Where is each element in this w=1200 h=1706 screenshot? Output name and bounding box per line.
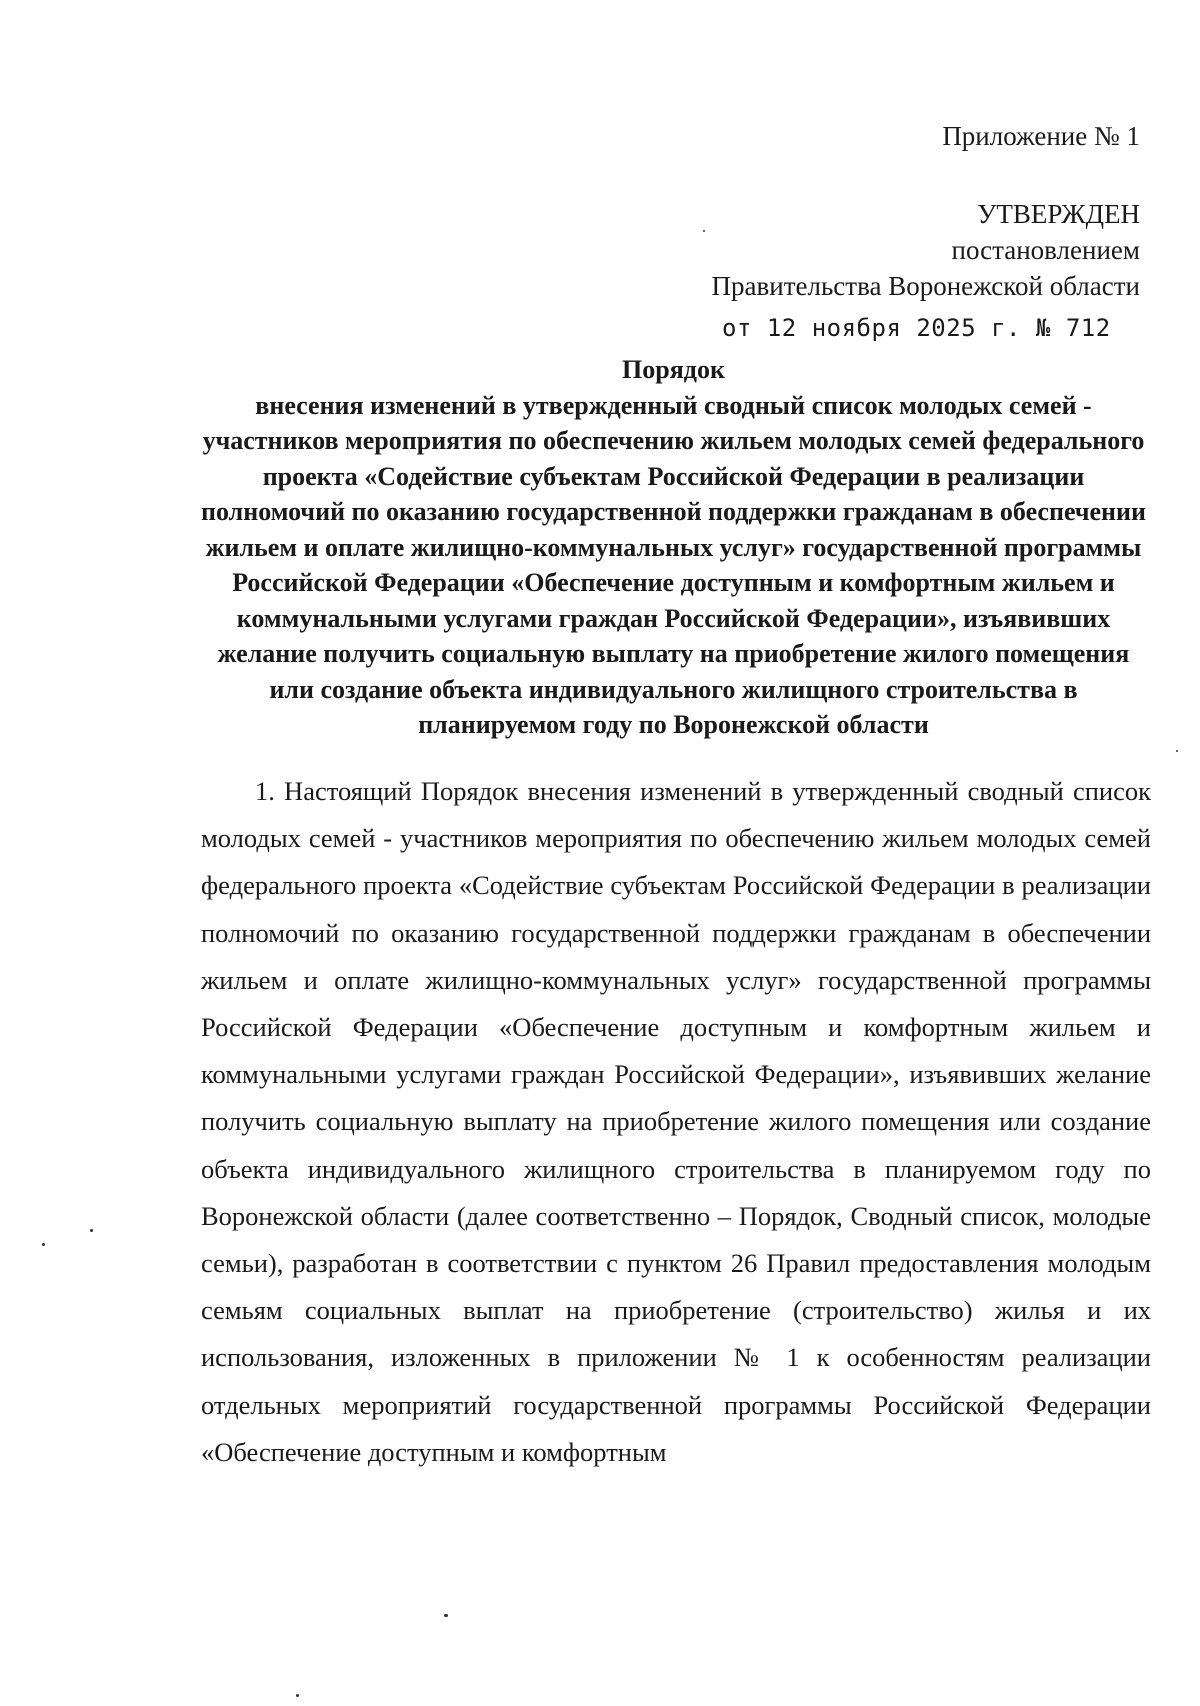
paragraph-1: 1. Настоящий Порядок внесения изменений в утвержденный сводный список молодых семей - участников мероприятия по обеспечению жильем молодых семей федерального проекта «Содействие субъектам Российской Федерации в реализации полномочий по оказанию государственной поддержки гражданам в обеспечении жильем и оплате жилищно-коммунальных услуг» государственной программы Российской Федерации «Обеспечение доступным и комфортным жильем и коммунальными услугами граждан Российской Федерации», изъявивших желание получить социальную выплату на приобретение жилого помещения или создание объекта индивидуального жилищного строительства в планируемом году по Воронежской области (далее соответственно – Порядок, Сводный список, молодые семьи), разработан в соответствии с пунктом 26 Правил предоставления молодым семьям социальных выплат на приобретение (строительство) жилья и их использования, изложенных в приложении № 1 к особенностям реализации отдельных мероприятий государственной программы Российской Федерации «Обеспечение доступным и комфортным: [201, 776, 1151, 1467]
scan-speck: [296, 1694, 299, 1697]
appendix-label: Приложение № 1: [942, 121, 1140, 151]
approval-header: [580, 118, 1140, 346]
scan-speck: [444, 1614, 448, 1617]
decree-date-number: от 12 ноября 2025 г. № 712: [722, 314, 1111, 342]
scan-speck: [42, 1243, 45, 1246]
scan-speck: [703, 230, 705, 232]
title-heading: Порядок: [622, 355, 725, 384]
scan-speck: [90, 1229, 93, 1232]
scan-speck: [1176, 750, 1178, 752]
approved-label: УТВЕРЖДЕН: [977, 199, 1140, 229]
decree-label: постановлением: [951, 235, 1140, 265]
government-label: Правительства Воронежской области: [711, 271, 1140, 301]
title-subtitle: внесения изменений в утвержденный сводный список молодых семей - участников мероприятия по обеспечению жильем молодых семей федерального проекта «Содействие субъектам Российской Федерации в реализации полномочий по оказанию государственной поддержки гражданам в обеспечении жильем и оплате жилищно-коммунальных услуг» государственной программы Российской Федерации «Обеспечение доступным и комфортным жильем и коммунальными услугами граждан Российской Федерации», изъявивших желание получить социальную выплату на приобретение жилого помещения или создание объекта индивидуального жилищного строительства в планируемом году по Воронежской области: [201, 390, 1146, 739]
document-title: [196, 352, 1151, 743]
